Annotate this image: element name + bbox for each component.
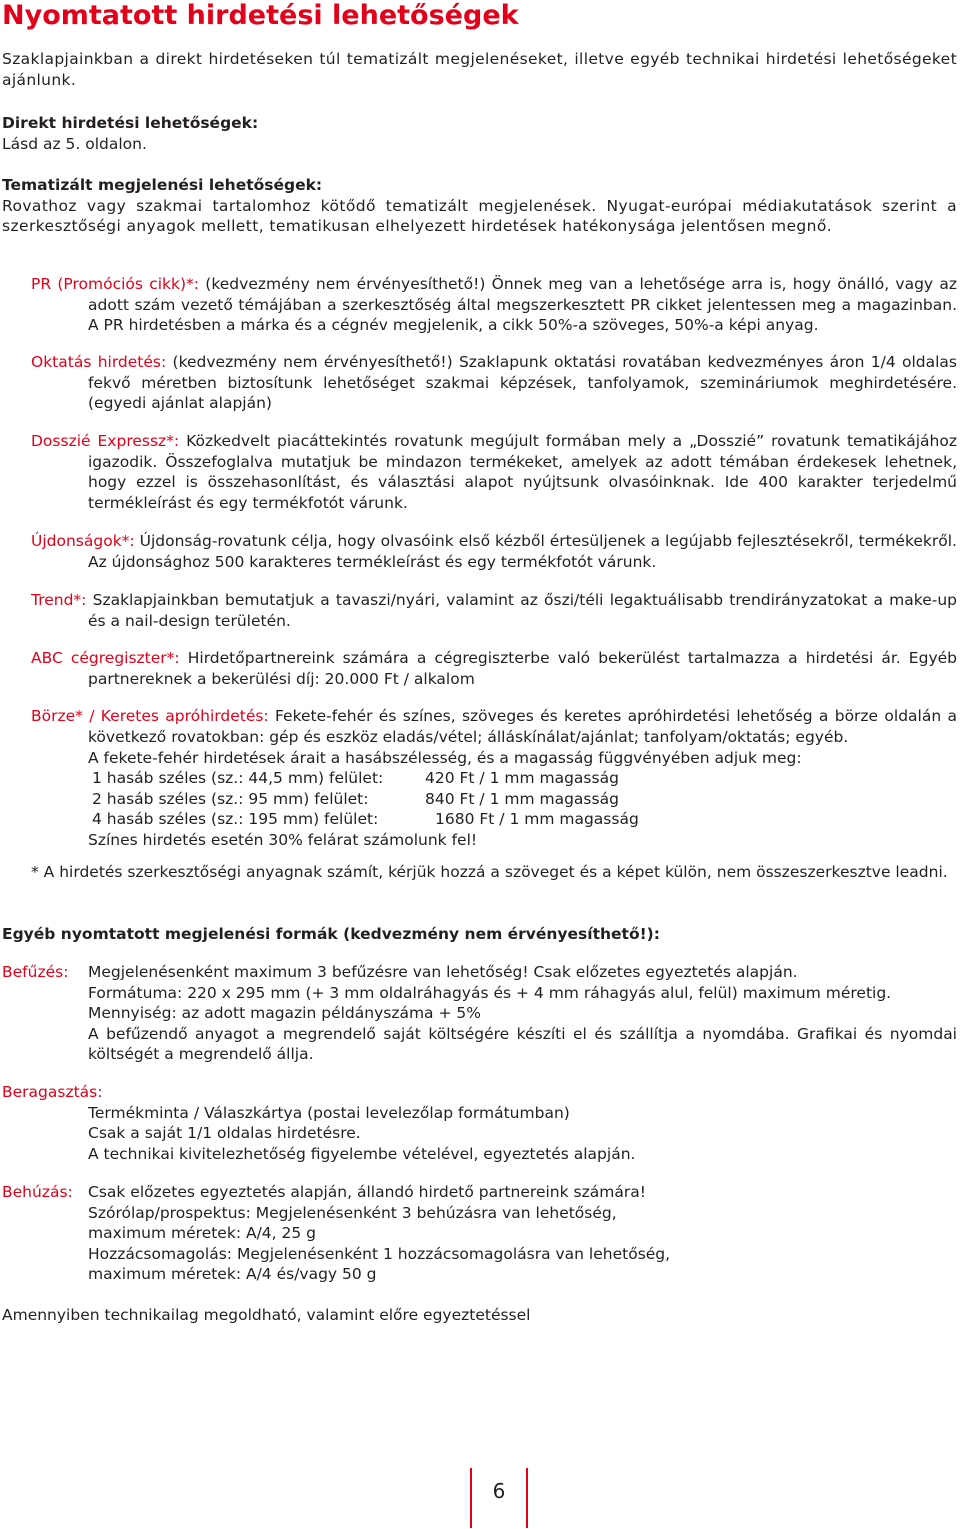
befuzes-line: Mennyiség: az adott magazin példányszáma + 5% [88, 1004, 481, 1022]
beragasztas-section [2, 1082, 957, 1164]
pr-text: (kedvezmény nem érvényesíthető!) Önnek meg van a lehetősége arra is, hogy önálló, vagy az adott szám vezető témájában a szerkesztőség által megszerkesztett PR cikket jelentessen meg a magazinban. A PR hirdetésben a márka és a cégnév megjelenik, a cikk 50%-a szöveges, 50%-a képi anyag. [88, 275, 957, 334]
beragasztas-line: A technikai kivitelezhetőség figyelembe vételével, egyeztetés alapján. [88, 1144, 636, 1163]
borze-color-note: Színes hirdetés esetén 30% felárat számolunk fel! [88, 831, 478, 849]
price-row [92, 809, 712, 829]
dosszie-label: Dosszié Expressz*: [31, 432, 180, 450]
pr-label: PR (Promóciós cikk)*: [31, 275, 200, 293]
abc-item [31, 648, 957, 689]
price-value: 840 Ft / 1 mm magasság [425, 790, 619, 808]
page-title: Nyomtatott hirdetési lehetőségek [2, 0, 519, 31]
borze-price-intro: A fekete-fehér hirdetések árait a hasábszélesség, és a magasság függvényében adjuk meg: [88, 749, 802, 767]
szorolap-max: maximum méretek: A/4, 25 g [88, 1224, 316, 1242]
dosszie-text: Közkedvelt piacáttekintés rovatunk megújult formában mely a „Dosszié” rovatunk tematikájához igazodik. Összefoglalva mutatjuk be mindazon termékeket, amelyek az adott témában érdekesek lehetnek, hogy ezzel is összehasonlítást, és választási alapot nyújtsunk olvasóinknak. Ide 400 karakter terjedelmű termékleírást és egy termékfotót várunk. [88, 432, 957, 512]
befuzes-body [88, 962, 957, 1065]
borze-item [31, 706, 957, 747]
beragasztas-line: Csak a saját 1/1 oldalas hirdetésre. [88, 1124, 361, 1142]
footnote: * A hirdetés szerkesztőségi anyagnak számít, kérjük hozzá a szöveget és a képet külön, nem összeszerkesztve leadni. [31, 863, 948, 881]
tematizalt-text: Rovathoz vagy szakmai tartalomhoz kötődő tematizált megjelenések. Nyugat-európai médiakutatások szerint a szerkesztőségi anyagok mellett, tematikusan elhelyezett hirdetések hatékonysága jelentősen megnő. [2, 196, 957, 235]
ujdonsagok-text: Újdonság-rovatunk célja, hogy olvasóink első kézből értesüljenek a legújabb fejlesztésekről, termékekről. Az újdonsághoz 500 karakteres termékleírást és egy termékfotót várunk. [88, 532, 957, 571]
beragasztas-line: Termékminta / Válaszkártya (postai levelezőlap formátumban) [88, 1103, 570, 1122]
trend-item [31, 590, 957, 631]
behuzas-section [2, 1182, 957, 1285]
hozzacs-label: Hozzácsomagolás: [88, 1244, 233, 1263]
befuzes-line: Formátuma: 220 x 295 mm (+ 3 mm oldalráhagyás és + 4 mm ráhagyás alul, felül) maximum méretig. [88, 983, 892, 1002]
szorolap-text: Megjelenésenként 3 behúzásra van lehetőség, [255, 1203, 617, 1222]
tematizalt-heading: Tematizált megjelenési lehetőségek: [2, 176, 323, 194]
oktatas-item [31, 352, 957, 414]
befuzes-label: Befűzés: [2, 963, 69, 981]
hozzacs-line [88, 1244, 957, 1265]
tematizalt-section [2, 175, 957, 237]
behuzas-label: Behúzás: [2, 1183, 73, 1201]
pr-item [31, 274, 957, 336]
intro-paragraph: Szaklapjainkban a direkt hirdetéseken túl tematizált megjelenéseket, illetve egyéb technikai hirdetési lehetőségeket ajánlunk. [2, 50, 957, 89]
behuzas-body [88, 1182, 957, 1285]
page-number: 6 [492, 1479, 506, 1503]
abc-label: ABC cégregiszter*: [31, 649, 180, 667]
befuzes-section [2, 962, 957, 1065]
direkt-section [2, 113, 957, 154]
price-row [92, 768, 712, 788]
szorolap-line [88, 1203, 957, 1224]
borze-text: Fekete-fehér és színes, szöveges és keretes apróhirdetési lehetőség a börze oldalán a következő rovatokban: gép és eszköz eladás/vétel; álláskínálat/ajánlat; tanfolyam/oktatás; egyéb. [88, 707, 957, 746]
befuzes-line: A befűzendő anyagot a megrendelő saját költségére készíti el és szállítja a nyomdába. Grafikai és nyomdai költségét a megrendelő állja. [88, 1024, 957, 1063]
beragasztas-body [88, 1103, 957, 1165]
hozzacs-max: maximum méretek: A/4 és/vagy 50 g [88, 1265, 377, 1283]
beragasztas-label: Beragasztás: [2, 1083, 103, 1101]
oktatas-text: (kedvezmény nem érvényesíthető!) Szaklapunk oktatási rovatában kedvezményes áron 1/4 oldalas fekvő méretben biztosítunk lehetőséget szakmai képzések, tanfolyamok, szemináriumok meghirdetésére. (egyedi ajánlat alapján) [88, 353, 957, 412]
hozzacs-text: Megjelenésenként 1 hozzácsomagolásra van lehetőség, [236, 1244, 671, 1263]
price-size: 1 hasáb széles (sz.: 44,5 mm) felület: [92, 769, 384, 787]
szorolap-label: Szórólap/prospektus: [88, 1203, 251, 1222]
ujdonsagok-label: Újdonságok*: [31, 532, 135, 550]
closing-text: Amennyiben technikailag megoldható, valamint előre egyeztetéssel [2, 1306, 531, 1324]
direkt-text: Lásd az 5. oldalon. [2, 134, 147, 153]
behuzas-line: Csak előzetes egyeztetés alapján, állandó hirdető partnereink számára! [88, 1183, 646, 1201]
direkt-heading: Direkt hirdetési lehetőségek: [2, 114, 259, 132]
oktatas-label: Oktatás hirdetés: [31, 353, 167, 371]
price-size: 4 hasáb széles (sz.: 195 mm) felület: [92, 810, 379, 828]
price-size: 2 hasáb széles (sz.: 95 mm) felület: [92, 790, 369, 808]
trend-label: Trend*: [31, 591, 87, 609]
price-value: 1680 Ft / 1 mm magasság [435, 810, 639, 828]
trend-text: Szaklapjainkban bemutatjuk a tavaszi/nyári, valamint az őszi/téli legaktuálisabb trendirányzatokat a make-up és a nail-design területén. [88, 591, 957, 630]
dosszie-item [31, 431, 957, 513]
abc-text: Hirdetőpartnereink számára a cégregiszterbe való bekerülést tartalmazza a hirdetési ár. Egyéb partnereknek a bekerülési díj: 20.000 Ft / alkalom [88, 649, 957, 688]
price-row [92, 789, 712, 809]
ujdonsagok-item [31, 531, 957, 572]
price-value: 420 Ft / 1 mm magasság [425, 769, 619, 787]
befuzes-line: Megjelenésenként maximum 3 befűzésre van lehetőség! Csak előzetes egyeztetés alapján. [88, 963, 798, 981]
borze-label: Börze* / Keretes apróhirdetés: [31, 707, 269, 725]
egyeb-heading: Egyéb nyomtatott megjelenési formák (kedvezmény nem érvényesíthető!): [2, 925, 660, 943]
